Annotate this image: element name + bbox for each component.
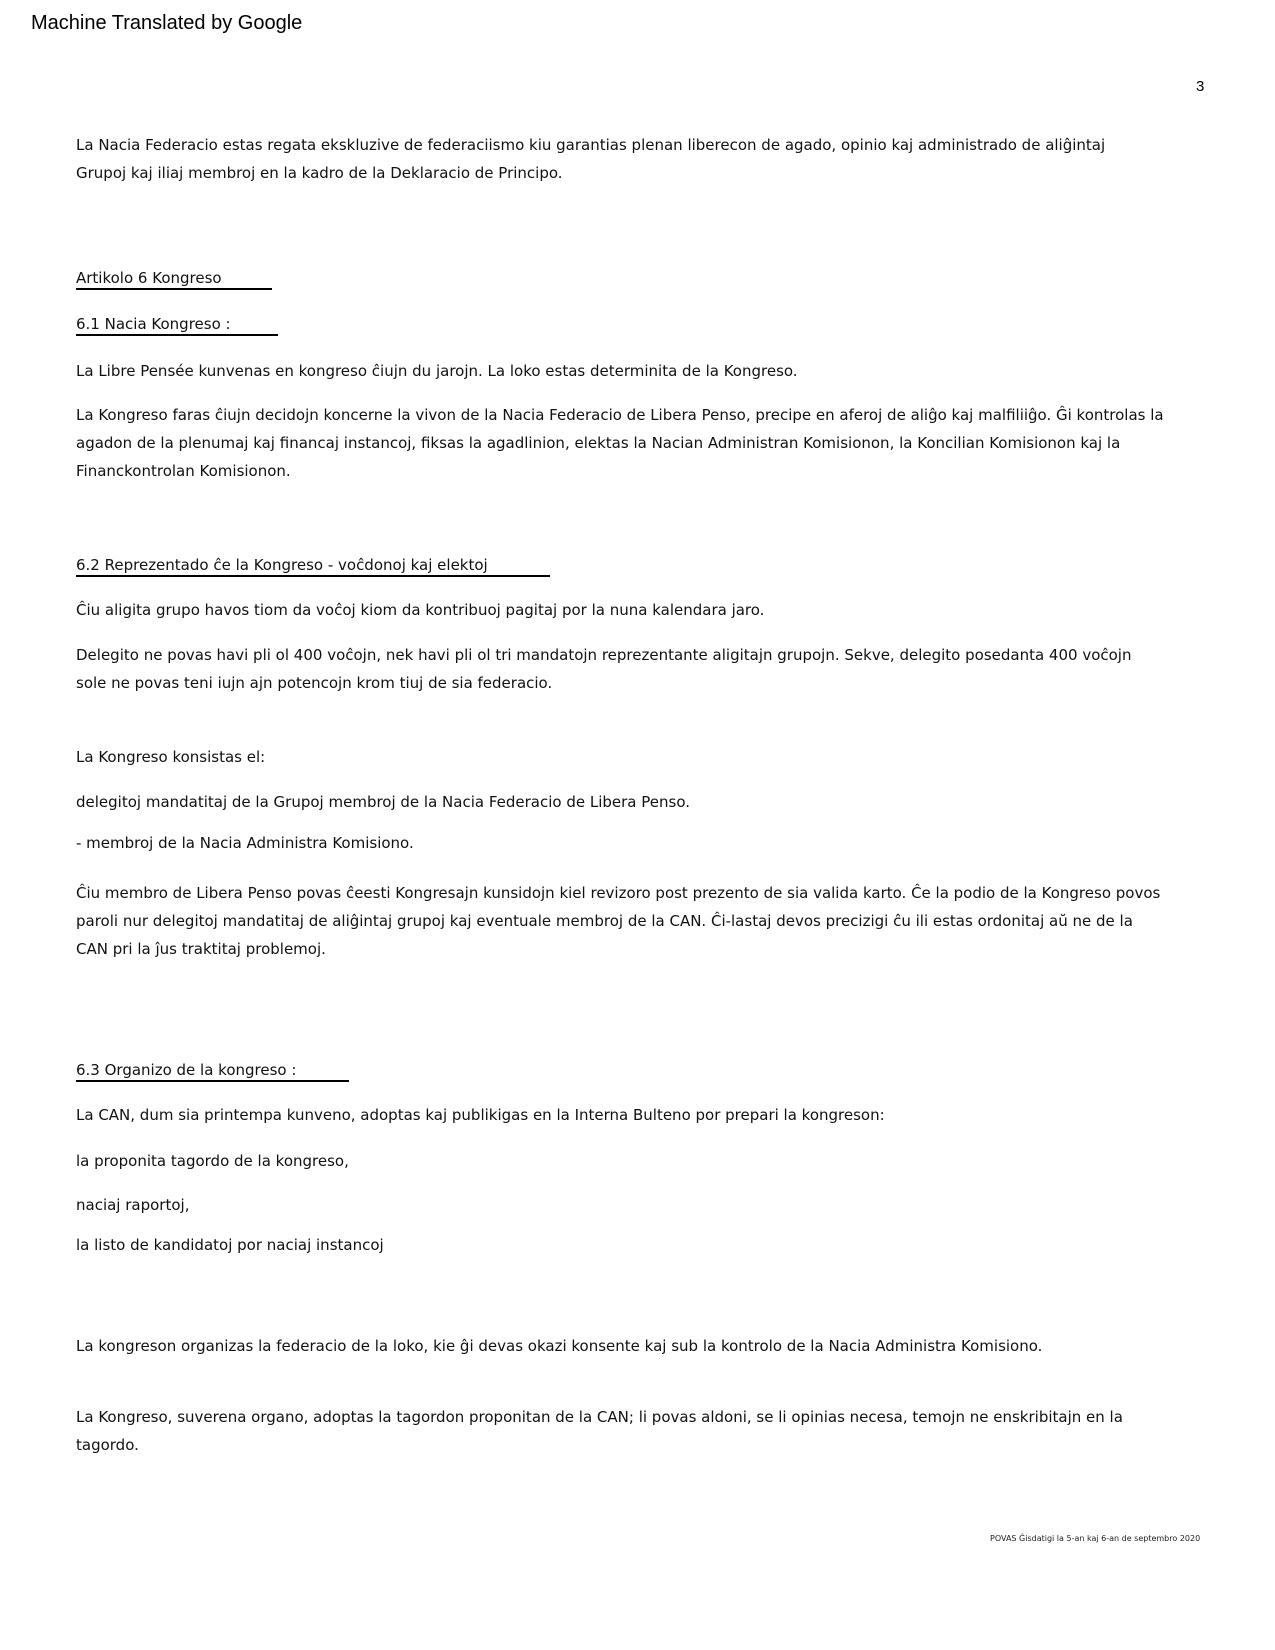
- section-6-2-para-2: [76, 641, 1131, 697]
- section-6-2-para-3-line-3: CAN pri la ĵus traktitaj problemoj.: [76, 940, 326, 958]
- section-6-3-para-2: La kongreson organizas la federacio de la loko, kie ĝi devas okazi konsente kaj sub la kontrolo de la Nacia Administra Komisiono.: [76, 1337, 1043, 1355]
- intro-line-2: Grupoj kaj iliaj membroj en la kadro de la Deklaracio de Principo.: [76, 164, 563, 182]
- translation-banner: Machine Translated by Google: [31, 12, 303, 34]
- section-6-1-para-2-line-2: agadon de la plenumaj kaj financaj instancoj, fiksas la agadlinion, elektas la Nacian Administran Komisionon, la Koncilian Komisionon kaj la: [76, 434, 1121, 452]
- section-6-1-para-2-line-1: La Kongreso faras ĉiujn decidojn koncerne la vivon de la Nacia Federacio de Libera Penso, precipe en aferoj de aliĝo kaj malfiliiĝo. Ĝi kontrolas la: [76, 406, 1164, 424]
- section-6-3-para-3-line-1: La Kongreso, suverena organo, adoptas la tagordon proponitan de la CAN; li povas aldoni, se li opinias necesa, temojn ne enskribitajn en la: [76, 1408, 1123, 1426]
- agenda-item-2: naciaj raportoj,: [76, 1196, 190, 1214]
- section-6-2-para-3: [76, 879, 1160, 963]
- section-6-2-para-2-line-1: Delegito ne povas havi pli ol 400 voĉojn, nek havi pli ol tri mandatojn reprezentante aligitajn grupojn. Sekve, delegito posedanta 400 voĉojn: [76, 646, 1132, 664]
- page-number: 3: [1196, 78, 1205, 95]
- section-6-3-para-3: [76, 1403, 1123, 1459]
- section-6-1-para-2: [76, 401, 1164, 485]
- agenda-item-1: la proponita tagordo de la kongreso,: [76, 1152, 349, 1170]
- section-6-3-para-3-line-2: tagordo.: [76, 1436, 139, 1454]
- section-6-1-para-1: La Libre Pensée kunvenas en kongreso ĉiujn du jarojn. La loko estas determinita de la Kongreso.: [76, 362, 798, 380]
- section-6-3-para-1: La CAN, dum sia printempa kunveno, adoptas kaj publikigas en la Interna Bulteno por prepari la kongreson:: [76, 1106, 885, 1124]
- section-6-2-para-1: Ĉiu aligita grupo havos tiom da voĉoj kiom da kontribuoj pagitaj por la nuna kalendara jaro.: [76, 601, 765, 619]
- section-6-2-para-3-line-1: Ĉiu membro de Libera Penso povas ĉeesti Kongresajn kunsidojn kiel revizoro post prezento de sia valida karto. Ĉe la podio de la Kongreso povos: [76, 884, 1161, 902]
- intro-line-1: La Nacia Federacio estas regata ekskluzive de federaciismo kiu garantias plenan liberecon de agado, opinio kaj administrado de aliĝintaj: [76, 136, 1106, 154]
- composition-item-2: - membroj de la Nacia Administra Komisiono.: [76, 834, 414, 852]
- section-6-2-heading: 6.2 Reprezentado ĉe la Kongreso - voĉdonoj kaj elektoj: [76, 555, 550, 577]
- composition-item-1: delegitoj mandatitaj de la Grupoj membroj de la Nacia Federacio de Libera Penso.: [76, 793, 691, 811]
- section-6-3-heading: 6.3 Organizo de la kongreso :: [76, 1060, 349, 1082]
- article-6-heading: Artikolo 6 Kongreso: [76, 268, 272, 290]
- agenda-item-3: la listo de kandidatoj por naciaj instancoj: [76, 1236, 384, 1254]
- section-6-2-para-2-line-2: sole ne povas teni iujn ajn potencojn krom tiuj de sia federacio.: [76, 674, 553, 692]
- intro-paragraph: [76, 131, 1105, 187]
- page-footer: POVAS Ĝisdatigi la 5-an kaj 6-an de septembro 2020: [990, 1534, 1201, 1543]
- section-6-1-heading: 6.1 Nacia Kongreso :: [76, 314, 278, 336]
- section-6-2-para-3-line-2: paroli nur delegitoj mandatitaj de aliĝintaj grupoj kaj eventuale membroj de la CAN. Ĉi-lastaj devos precizigi ĉu ili estas ordonitaj aŭ ne de la: [76, 912, 1133, 930]
- section-6-1-para-2-line-3: Financkontrolan Komisionon.: [76, 462, 291, 480]
- composition-intro: La Kongreso konsistas el:: [76, 748, 266, 766]
